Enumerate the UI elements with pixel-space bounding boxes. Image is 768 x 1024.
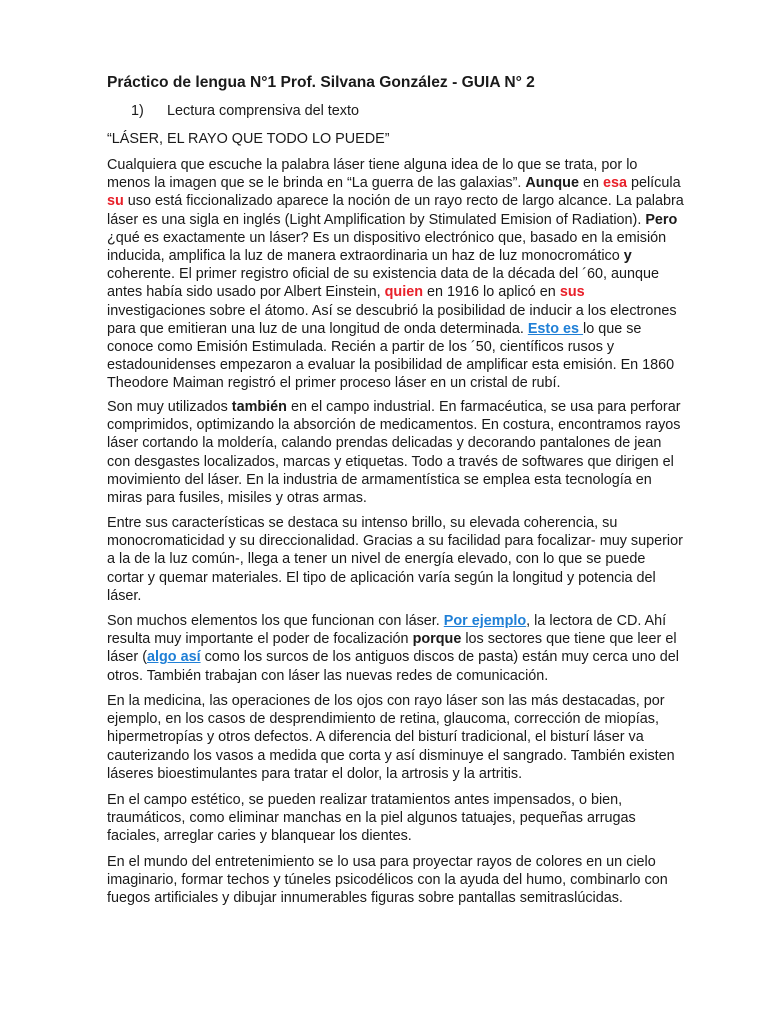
highlight-sus: sus: [559, 284, 585, 301]
highlight-su: su: [107, 193, 124, 210]
p1-line: menos la imagen que se le brinda en “La guerra de las galaxias”. Aunque en esa película: [107, 175, 681, 192]
p1-line: Theodore Maiman registró el primer proceso láser en un cristal de rubí.: [107, 375, 561, 392]
p6-line: faciales, arreglar caries y blanquear los dientes.: [107, 828, 412, 845]
p2-line: láser cortando la moldería, calando prendas delicadas y decorando pantalones de jean: [107, 435, 662, 452]
p1-line: investigaciones sobre el átomo. Así se descubrió la posibilidad de inducir a los electrones: [107, 302, 677, 319]
p3-line: a la de la luz común-, llega a tener un nivel de energía elevado, con lo que se puede: [107, 551, 646, 568]
highlight-por-ejemplo: Por ejemplo: [443, 613, 527, 629]
p5-line: ejemplo, en los casos de desprendimiento de retina, glaucoma, corrección de miopías,: [107, 711, 659, 728]
paragraph-7: [107, 853, 667, 908]
p3-line: monocromaticidad y su direccionalidad. Gracias a su facilidad para focalizar- muy superior: [107, 533, 683, 550]
p1-line: conoce como Emisión Estimulada. Recién a partir de los ´50, científicos rusos y: [107, 339, 615, 356]
p4-line: láser (algo así como los surcos de los antiguos discos de pasta) están muy cerca uno del: [107, 649, 679, 666]
p1-line: coherente. El primer registro oficial de su existencia data de la década del ´60, aunque: [107, 266, 659, 283]
item-text: Lectura comprensiva del texto: [167, 103, 359, 119]
p2-line: movimiento del láser. En la industria de armamentística se emplea esta tecnología en: [107, 471, 652, 488]
paragraph-3: [107, 514, 683, 605]
p5-line: láseres bioestimulantes para tratar el dolor, la artrosis y la artritis.: [107, 765, 523, 782]
highlight-quien: quien: [384, 284, 423, 301]
paragraph-1: [107, 156, 684, 393]
document-title: Práctico de lengua N°1 Prof. Silvana González - GUIA N° 2: [107, 74, 535, 91]
connector-tambien: también: [231, 399, 287, 415]
p3-line: Entre sus características se destaca su intenso brillo, su elevada coherencia, su: [107, 515, 618, 531]
p4-line: Son muchos elementos los que funcionan con láser. Por ejemplo, la lectora de CD. Ahí: [107, 613, 667, 629]
paragraph-2: [107, 398, 681, 507]
p7-line: fuegos artificiales y dibujar innumerables figuras sobre pantallas semitraslúcidas.: [107, 890, 623, 907]
p7-line: En el mundo del entretenimiento se lo usa para proyectar rayos de colores en un cielo: [107, 854, 656, 870]
p1-line: Cualquiera que escuche la palabra láser tiene alguna idea de lo que se trata, por lo: [107, 157, 638, 173]
p1-line: su uso está ficcionalizado aparece la noción de un rayo recto de largo alcance. La palabra: [107, 193, 684, 210]
p5-line: hipermetropías y otros defectos. A diferencia del bisturí tradicional, el bisturí láser va: [107, 729, 644, 746]
highlight-esa: esa: [602, 175, 627, 192]
p6-line: En el campo estético, se pueden realizar tratamientos antes impensados, o bien,: [107, 792, 623, 808]
text-heading: “LÁSER, EL RAYO QUE TODO LO PUEDE”: [107, 131, 390, 147]
p1-line: para que emitieran una luz de una longitud de onda determinada. Esto es lo que se: [107, 320, 642, 337]
connector-y: y: [623, 248, 632, 265]
p2-line: miras para fusiles, misiles y otras armas.: [107, 490, 367, 507]
p4-line: resulta muy importante el poder de focalización porque los sectores que tiene que leer el: [107, 631, 677, 648]
p3-line: cortar y quemar materiales. El tipo de aplicación varía según la longitud y potencia del: [107, 569, 656, 586]
p1-line: láser es una sigla en inglés (Light Amplification by Stimulated Emision of Radiation). Pero: [107, 211, 678, 228]
item-number: 1): [131, 103, 144, 119]
p6-line: traumáticos, como eliminar manchas en la piel algunos tatuajes, pequeñas arrugas: [107, 810, 636, 827]
connector-porque: porque: [412, 631, 462, 648]
paragraph-6: [107, 791, 667, 846]
p4-line: otros. También trabajan con láser las nuevas redes de comunicación.: [107, 667, 549, 684]
p3-line: láser.: [107, 587, 142, 604]
p1-line: estadounidenses empezaron a evaluar la posibilidad de amplificar esta emisión. En 1860: [107, 357, 675, 374]
connector-aunque: Aunque: [525, 175, 579, 192]
connector-pero: Pero: [645, 211, 678, 228]
paragraph-4: [107, 612, 679, 685]
p2-line: con desgastes localizados, marcas y etiquetas. Todo a través de softwares que dirigen el: [107, 453, 674, 470]
p1-line: inducida, amplifica la luz de manera extraordinaria un haz de luz monocromático y: [107, 248, 632, 265]
p5-line: cauterizando los vasos a medida que corta y así disminuye el sangrado. También existen: [107, 747, 675, 764]
p1-line: ¿qué es exactamente un láser? Es un dispositivo electrónico que, basado en la emisión: [107, 229, 667, 246]
p5-line: En la medicina, las operaciones de los ojos con rayo láser son las más destacadas, por: [107, 693, 665, 709]
p1-line: antes había sido usado por Albert Einstein, quien en 1916 lo aplicó en sus: [107, 284, 585, 301]
paragraph-5: [107, 692, 675, 783]
highlight-algo-asi: algo así: [146, 649, 201, 666]
p2-line: Son muy utilizados también en el campo industrial. En farmacéutica, se usa para perforar: [107, 399, 681, 415]
numbered-item: [131, 103, 359, 119]
highlight-esto-es: Esto es: [527, 320, 584, 337]
p2-line: comprimidos, optimizando la absorción de medicamentos. En costura, encontramos rayos: [107, 417, 681, 434]
p7-line: imaginario, formar techos y túneles psicodélicos con la ayuda del humo, combinarlo con: [107, 872, 668, 889]
